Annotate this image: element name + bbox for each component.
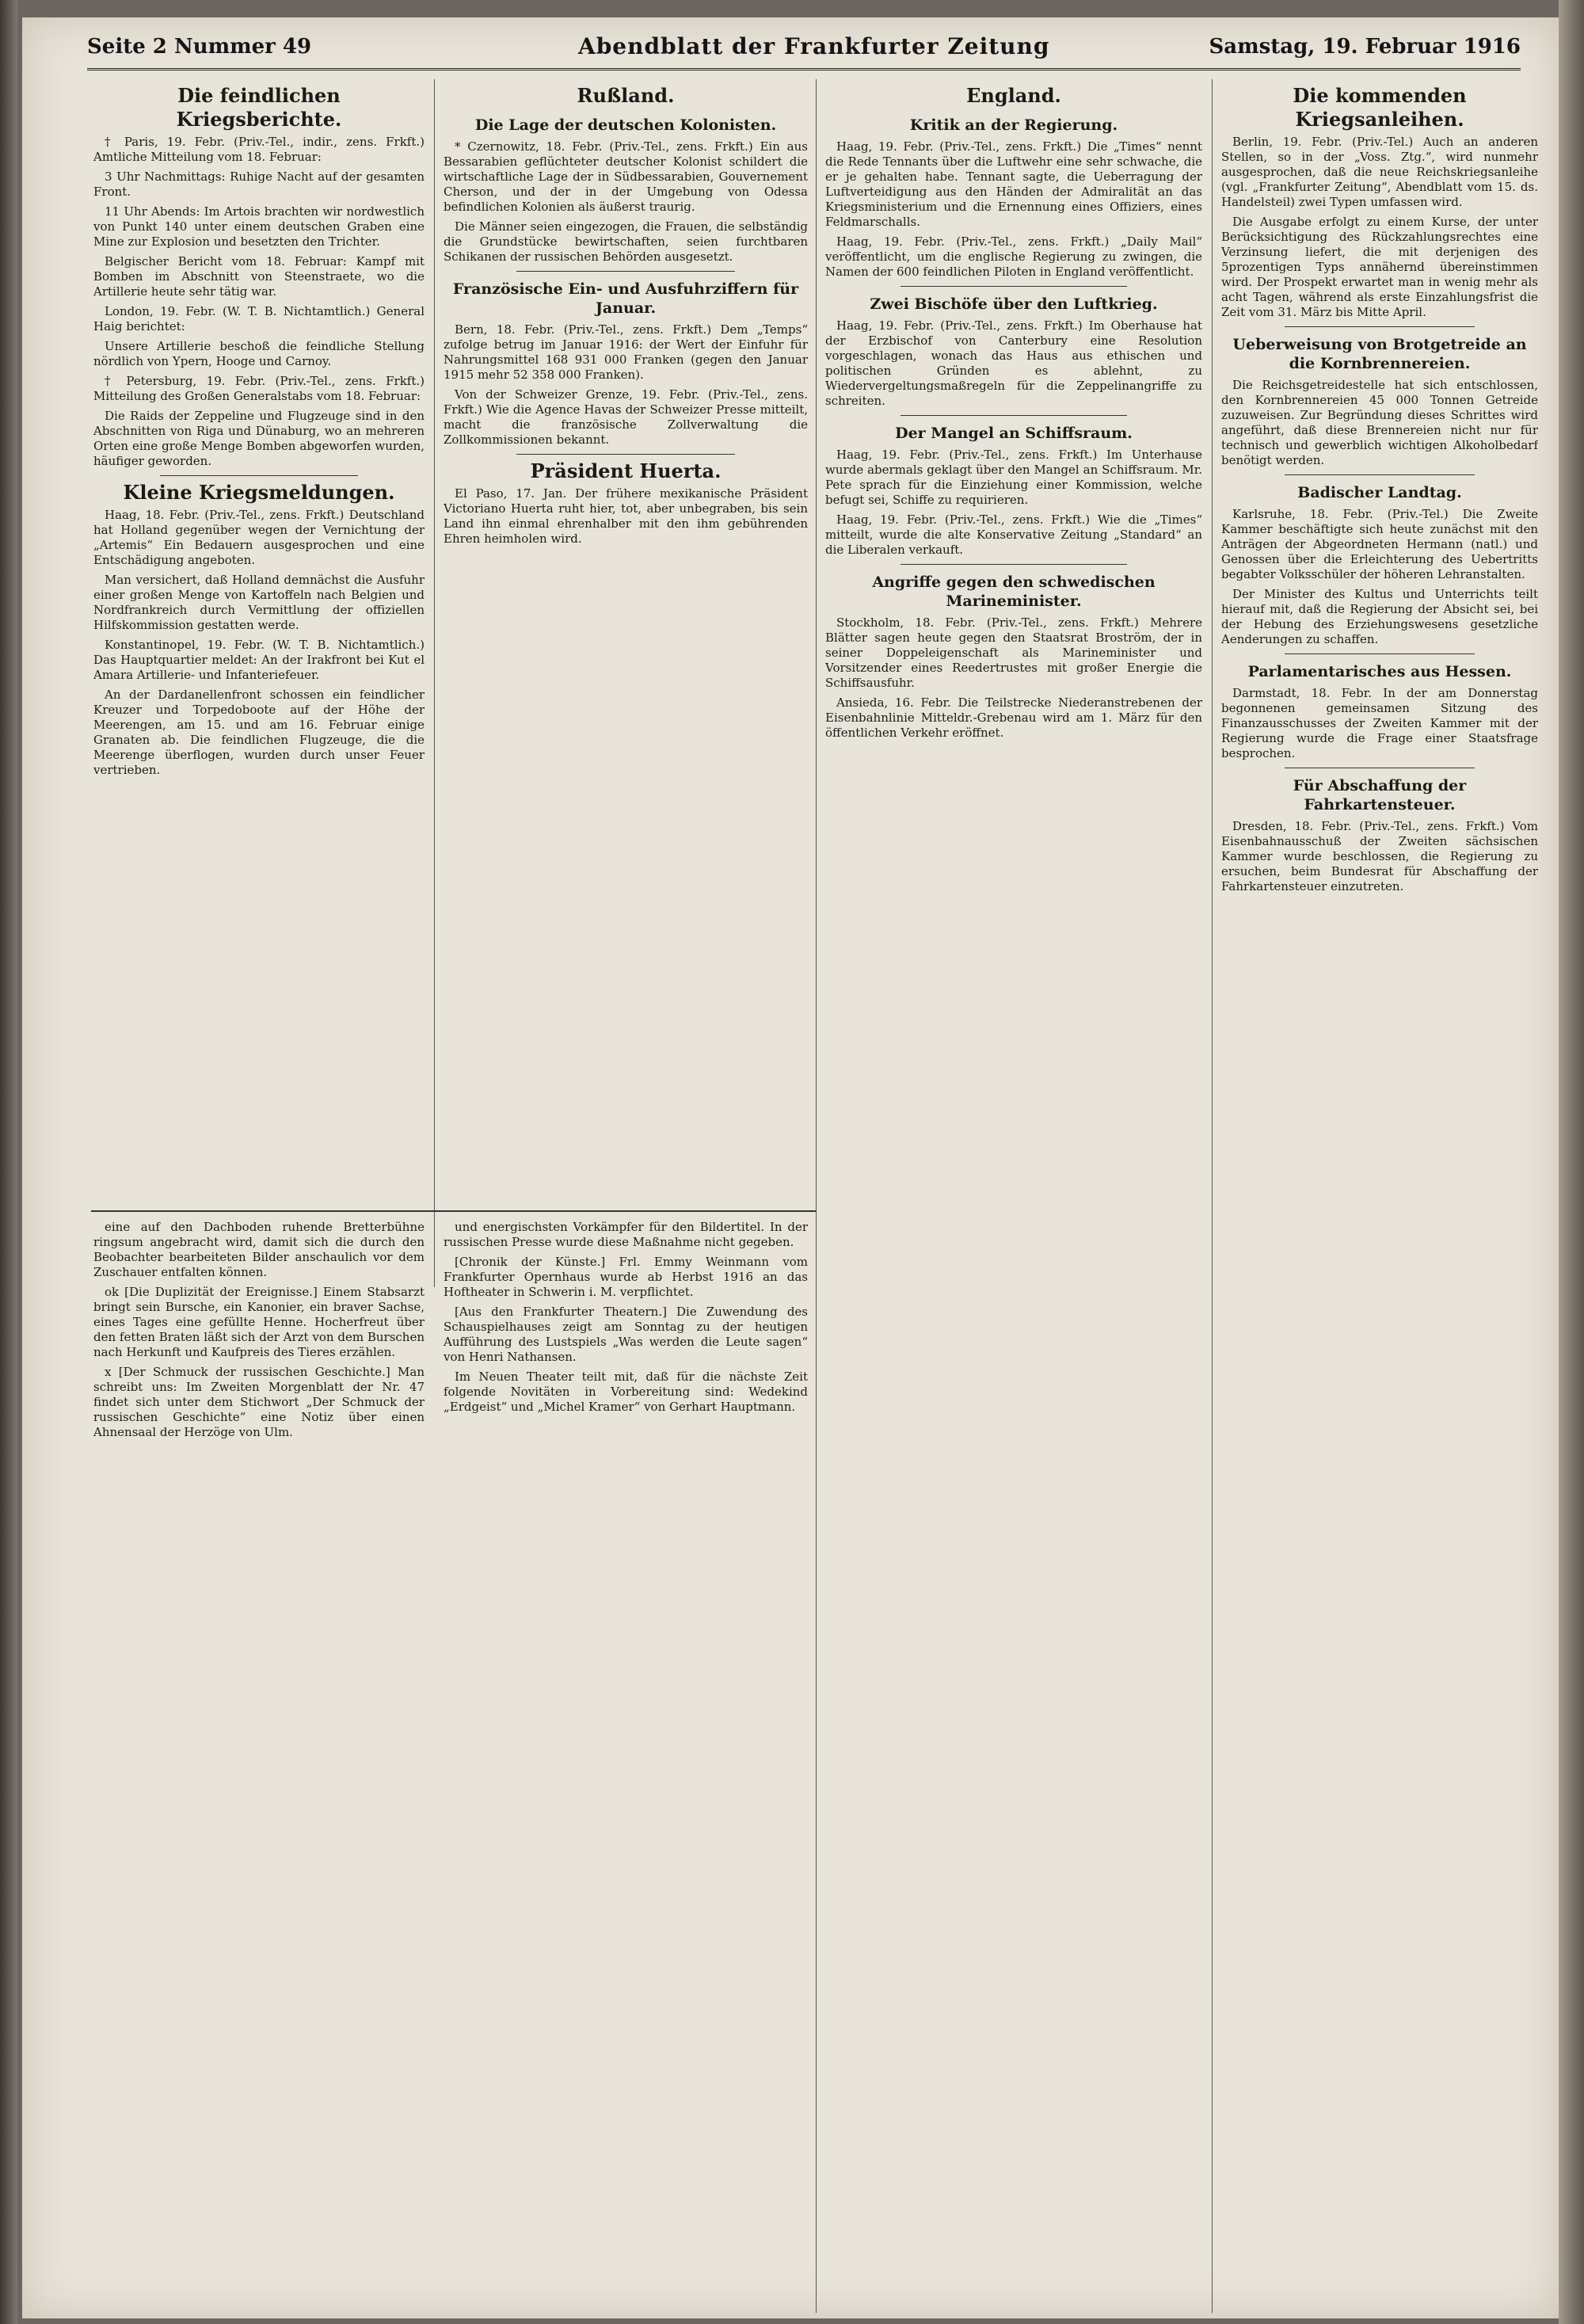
column-england (825, 79, 1202, 2289)
issue-date: Samstag, 19. Februar 1916 (1209, 35, 1521, 59)
subheading-grain: Ueberweisung von Brotgetreide an die Kornbrennereien. (1232, 336, 1527, 372)
article-paragraph: Unsere Artillerie beschoß die feindliche Stellung nördlich von Ypern, Hooge und Carnoy. (93, 339, 425, 368)
column-rule (434, 79, 435, 1287)
heading-war-loans: Die kommenden Kriegsanleihen. (1293, 84, 1467, 131)
column-russia (444, 79, 808, 1204)
section-separator (516, 271, 735, 272)
subheading-ticket-tax: Für Abschaffung der Fahrkartensteuer. (1293, 777, 1467, 813)
article-paragraph: 11 Uhr Abends: Im Artois brachten wir nordwestlich von Punkt 140 unter einem deutschen Graben eine Mine zur Explosion und besetzten den Trichter. (93, 204, 425, 249)
book-binding (0, 0, 17, 2324)
subheading-shipping: Der Mangel an Schiffsraum. (895, 425, 1133, 442)
subheading-government-critique: Kritik an der Regierung. (909, 116, 1118, 134)
heading-russia: Rußland. (577, 84, 675, 107)
heading-enemy-reports: Die feindlichen Kriegsberichte. (176, 84, 342, 131)
feuilleton-column-1 (93, 1220, 425, 2305)
newspaper-title: Abendblatt der Frankfurter Zeitung (578, 33, 1050, 59)
article-paragraph: * Czernowitz, 18. Febr. (Priv.-Tel., zens. Frkft.) Ein aus Bessarabien geflüchteter deutscher Kolonist schildert die wirtschaftliche Lage der in Südbessarabien, Gouvernement Cherson, und der in der Umgebung von Odessa befindlichen Kolonien als äußerst traurig. (444, 139, 808, 214)
article-paragraph: Dresden, 18. Febr. (Priv.-Tel., zens. Frkft.) Vom Eisenbahnausschuß der Zweiten sächsischen Kammer wurde beschlossen, die Regierung zu ersuchen, beim Bundesrat für Abschaffung der Fahrkartensteuer einzutreten. (1221, 819, 1538, 893)
section-separator (901, 564, 1127, 565)
article-paragraph: Die Reichsgetreidestelle hat sich entschlossen, den Kornbrennereien 45 000 Tonnen Getreide zuzuweisen. Zur Begründung dieses Schrittes wird angeführt, daß diese Brennereien nicht nur für technisch und gewerblich wichtigen Alkoholbedarf benötigt werden. (1221, 378, 1538, 467)
article-paragraph: 3 Uhr Nachmittags: Ruhige Nacht auf der gesamten Front. (93, 170, 425, 199)
section-separator (901, 415, 1127, 416)
section-separator (1285, 326, 1475, 327)
article-paragraph: Belgischer Bericht vom 18. Februar: Kampf mit Bomben im Abschnitt von Steenstraete, wo die Artillerie heute sehr tätig war. (93, 254, 425, 299)
article-paragraph: † Petersburg, 19. Febr. (Priv.-Tel., zens. Frkft.) Mitteilung des Großen Generalstabs vom 18. Februar: (93, 374, 425, 403)
article-paragraph: † Paris, 19. Febr. (Priv.-Tel., indir., zens. Frkft.) Amtliche Mitteilung vom 18. Februar: (93, 135, 425, 164)
feuilleton-paragraph: [Chronik der Künste.] Frl. Emmy Weinmann vom Frankfurter Opernhaus wurde ab Herbst 1916 an das Hoftheater in Schwerin i. M. verpflichtet. (444, 1255, 808, 1299)
article-paragraph: Haag, 18. Febr. (Priv.-Tel., zens. Frkft.) Deutschland hat Holland gegenüber wegen der Vernichtung der „Artemis“ Ein Bedauern ausgesprochen und eine Entschädigung angeboten. (93, 508, 425, 567)
page-number: Seite 2 Nummer 49 (87, 35, 312, 59)
feuilleton-paragraph: eine auf den Dachboden ruhende Bretterbühne ringsum angebracht wird, damit sich die durch den Beobachter bearbeiteten Bilder anschaulich vor dem Zuschauer entfalten können. (93, 1220, 425, 1279)
feuilleton-column-2 (444, 1220, 808, 2305)
article-paragraph: Von der Schweizer Grenze, 19. Febr. (Priv.-Tel., zens. Frkft.) Wie die Agence Havas der Schweizer Presse mitteilt, macht die französische Zollverwaltung die Zollkommissionen bekannt. (444, 387, 808, 447)
heading-huerta: Präsident Huerta. (530, 459, 722, 482)
article-paragraph: Karlsruhe, 18. Febr. (Priv.-Tel.) Die Zweite Kammer beschäftigte sich heute zunächst mit den Anträgen der Abgeordneten Hermann (natl.) und Genossen über die Erleichterung des Uebertritts begabter Volksschüler der höheren Lehranstalten. (1221, 507, 1538, 581)
article-paragraph: Bern, 18. Febr. (Priv.-Tel., zens. Frkft.) Dem „Temps“ zufolge betrug im Januar 1916: der Wert der Einfuhr für Nahrungsmittel 168 931 000 Franken (gegen den Januar 1915 mehr 52 358 000 Franken). (444, 322, 808, 382)
feuilleton-paragraph: und energischsten Vorkämpfer für den Bildertitel. In der russischen Presse wurde diese Maßnahme nicht gegeben. (444, 1220, 808, 1249)
subheading-bishops: Zwei Bischöfe über den Luftkrieg. (870, 295, 1158, 313)
page-edge (1559, 0, 1584, 2324)
article-paragraph: Berlin, 19. Febr. (Priv.-Tel.) Auch an anderen Stellen, so in der „Voss. Ztg.“, wird nunmehr ausgesprochen, daß die neue Reichskriegsanleihe (vgl. „Frankfurter Zeitung“, Abendblatt vom 15. ds. Handelsteil) zwei Typen umfassen wird. (1221, 135, 1538, 209)
article-paragraph: Haag, 19. Febr. (Priv.-Tel., zens. Frkft.) Im Oberhause hat der Erzbischof von Canterbury eine Resolution vorgeschlagen, wonach das Haus aus ethischen und politischen Gründen es ablehnt, zu Wiedervergeltungsmaßregeln für die Zeppelinangriffe zu schreiten. (825, 318, 1202, 408)
feuilleton-paragraph: [Aus den Frankfurter Theatern.] Die Zuwendung des Schauspielhauses zeigt am Sonntag zu der heutigen Aufführung des Lustspiels „Was werden die Leute sagen“ von Henri Nathansen. (444, 1305, 808, 1364)
article-paragraph: Konstantinopel, 19. Febr. (W. T. B. Nichtamtlich.) Das Hauptquartier meldet: An der Irakfront bei Kut el Amara Artillerie- und Infanteriefeuer. (93, 638, 425, 682)
article-paragraph: Die Männer seien eingezogen, die Frauen, die selbständig die Grundstücke bewirtschaften, seien furchtbaren Schikanen der russischen Behörden ausgesetzt. (444, 219, 808, 264)
feuilleton-rule (91, 1210, 816, 1212)
article-paragraph: Haag, 19. Febr. (Priv.-Tel., zens. Frkft.) Wie die „Times“ mitteilt, wurde die alte Konservative Zeitung „Standard“ an die Liberalen verkauft. (825, 512, 1202, 557)
masthead (87, 30, 1521, 70)
subheading-baden: Badischer Landtag. (1297, 484, 1462, 501)
section-separator (1285, 474, 1475, 475)
article-paragraph: El Paso, 17. Jan. Der frühere mexikanische Präsident Victoriano Huerta ruht hier, tot, aber unbegraben, bis sein Land ihn einmal ehrenhalber mit den ihm gebührenden Ehren heimholen wird. (444, 486, 808, 546)
article-paragraph: Haag, 19. Febr. (Priv.-Tel., zens. Frkft.) „Daily Mail“ veröffentlicht, um die englische Regierung zu zwingen, die Namen der 600 feindlichen Piloten in England veröffentlicht. (825, 234, 1202, 279)
article-paragraph: An der Dardanellenfront schossen ein feindlicher Kreuzer und Torpedoboote auf der Höhe der Meerengen, am 15. und am 16. Februar einige Granaten ab. Die feindlichen Flugzeuge, die die Meerenge überflogen, wurden durch unser Feuer vertrieben. (93, 688, 425, 777)
column-rule (1212, 79, 1213, 2313)
article-paragraph: Stockholm, 18. Febr. (Priv.-Tel., zens. Frkft.) Mehrere Blätter sagen heute gegen den Staatsrat Broström, der in seiner Doppeleigenschaft als Marineminister und Vorsitzender eines Reedertrustes mit großer Energie die Schiffsausfuhr. (825, 615, 1202, 690)
article-paragraph: Die Ausgabe erfolgt zu einem Kurse, der unter Berücksichtigung des Rückzahlungsrechtes eine Verzinsung liefert, die mit derjenigen des 5prozentigen Typs annähernd übereinstimmen wird. Der Prospekt erwartet man in wenig mehr als acht Tagen, während als erste Einzahlungsfrist die Zeit vom 31. März bis Mitte April. (1221, 215, 1538, 319)
column-war-reports (93, 79, 425, 1204)
subheading-swedish-minister: Angriffe gegen den schwedischen Marineminister. (872, 573, 1156, 610)
section-separator (901, 286, 1127, 287)
article-paragraph: Ansieda, 16. Febr. Die Teilstrecke Niederanstrebenen der Eisenbahnlinie Mitteldr.-Grebenau wird am 1. März für den öffentlichen Verkehr eröffnet. (825, 695, 1202, 740)
subheading-french-trade: Französische Ein- und Ausfuhrziffern für Januar. (452, 280, 799, 317)
feuilleton-paragraph: Im Neuen Theater teilt mit, daß für die nächste Zeit folgende Novitäten in Vorbereitung sind: Wedekind „Erdgeist“ und „Michel Kramer“ von Gerhart Hauptmann. (444, 1370, 808, 1414)
column-rule (816, 79, 817, 2313)
feuilleton-paragraph: ok [Die Duplizität der Ereignisse.] Einem Stabsarzt bringt sein Bursche, ein Kanonier, ein braver Sachse, eines Tages eine gefüllte Henne. Hocherfreut über den fetten Braten läßt sich der Arzt von dem Burschen nach Herkunft und Kaufpreis des Tieres erzählen. (93, 1285, 425, 1359)
section-separator (160, 475, 359, 476)
section-separator (516, 454, 735, 455)
article-paragraph: London, 19. Febr. (W. T. B. Nichtamtlich.) General Haig berichtet: (93, 304, 425, 333)
article-paragraph: Haag, 19. Febr. (Priv.-Tel., zens. Frkft.) Die „Times“ nennt die Rede Tennants über die Luftwehr eine sehr schwache, die er je gehalten habe. Tennant sagte, die Ueberragung der Luftverteidigung aus den Händen der Admiralität an das Kriegsministerium und die Ernennung eines Offiziers, eines Feldmarschalls. (825, 139, 1202, 229)
article-paragraph: Man versichert, daß Holland demnächst die Ausfuhr einer großen Menge von Kartoffeln nach Belgien und Nordfrankreich durch Vermittlung der offiziellen Hilfskommission gestatten werde. (93, 573, 425, 632)
article-paragraph: Haag, 19. Febr. (Priv.-Tel., zens. Frkft.) Im Unterhause wurde abermals geklagt über den Mangel an Schiffsraum. Mr. Pete sprach für die Einziehung einer Kommission, welche befugt sei, Schiffe zu requirieren. (825, 448, 1202, 507)
article-paragraph: Die Raids der Zeppeline und Flugzeuge sind in den Abschnitten von Riga und Dünaburg, wo an mehreren Orten eine große Menge Bomben abgeworfen wurden, häufiger geworden. (93, 409, 425, 468)
section-separator (1285, 653, 1475, 654)
heading-small-war-reports: Kleine Kriegsmeldungen. (123, 481, 395, 504)
feuilleton-paragraph: x [Der Schmuck der russischen Geschichte.] Man schreibt uns: Im Zweiten Morgenblatt der Nr. 47 findet sich unter dem Stichwort „Der Schmuck der russischen Geschichte“ eine Notiz über einen Ahnensaal der Herzöge von Ulm. (93, 1365, 425, 1439)
subheading-hessen: Parlamentarisches aus Hessen. (1247, 663, 1512, 680)
subheading-colonists: Die Lage der deutschen Kolonisten. (474, 116, 777, 134)
article-paragraph: Der Minister des Kultus und Unterrichts teilt hierauf mit, daß die Regierung der Absicht sei, bei der Hebung des Erziehungswesens gesetzliche Aenderungen zu schaffen. (1221, 587, 1538, 646)
column-war-loans (1221, 79, 1538, 2289)
article-paragraph: Darmstadt, 18. Febr. In der am Donnerstag begonnenen gemeinsamen Sitzung des Finanzausschusses der Zweiten Kammer mit der Regierung wurde die Frage einer Staatsfrage besprochen. (1221, 686, 1538, 760)
heading-england: England. (966, 84, 1061, 107)
